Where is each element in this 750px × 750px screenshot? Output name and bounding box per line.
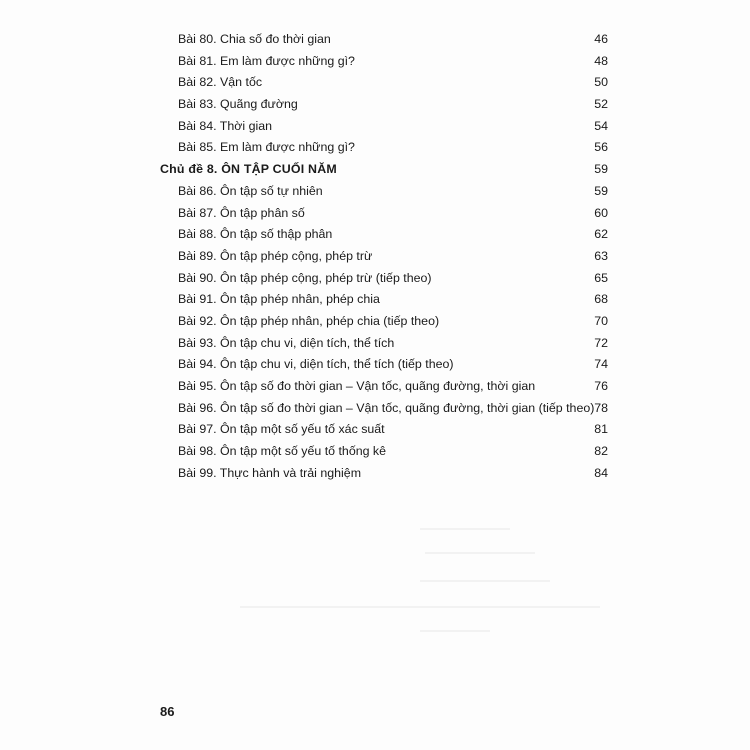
toc-entry-page: 76 [594, 379, 608, 393]
toc-entry-title: Bài 88. Ôn tập số thập phân [178, 227, 333, 242]
toc-entry-title: Bài 91. Ôn tập phép nhân, phép chia [178, 292, 380, 307]
toc-entry [160, 137, 610, 159]
toc-entry-title: Bài 84. Thời gian [178, 118, 273, 133]
toc-entry [160, 72, 610, 94]
toc-entry [160, 203, 610, 225]
toc-entry [160, 376, 610, 398]
toc-entry-title: Bài 90. Ôn tập phép cộng, phép trừ (tiếp theo) [178, 270, 432, 285]
toc-entry [160, 29, 610, 51]
toc-entry-title: Bài 82. Vận tốc [178, 75, 263, 90]
toc-entry-title: Bài 93. Ôn tập chu vi, diện tích, thể tích [178, 335, 395, 350]
show-through-mark [425, 552, 535, 554]
page-number: 86 [160, 704, 175, 719]
toc-entry-page: 63 [594, 248, 608, 263]
toc-entry-page: 56 [594, 140, 608, 155]
toc-entry-title: Bài 95. Ôn tập số đo thời gian – Vận tốc, quãng đường, thời gian [178, 379, 536, 393]
toc-chapter-heading [160, 159, 610, 181]
toc-entry-page: 84 [594, 465, 608, 480]
toc-entry [160, 181, 610, 203]
toc-entry-title: Bài 99. Thực hành và trải nghiệm [178, 465, 362, 480]
toc-entry [160, 463, 610, 485]
toc-entry-title: Bài 94. Ôn tập chu vi, diện tích, thể tích (tiếp theo) [178, 357, 454, 372]
show-through-mark [240, 606, 600, 608]
toc-entry [160, 333, 610, 355]
toc-entry-page: 70 [594, 313, 608, 328]
table-of-contents [160, 29, 610, 484]
toc-entry-page: 74 [594, 357, 608, 372]
toc-entry-page: 48 [594, 53, 608, 68]
toc-entry-title: Bài 96. Ôn tập số đo thời gian – Vận tốc, quãng đường, thời gian (tiếp theo) [178, 400, 595, 415]
toc-entry [160, 51, 610, 73]
toc-entry [160, 398, 610, 420]
toc-entry [160, 354, 610, 376]
toc-entry [160, 246, 610, 268]
toc-entry [160, 441, 610, 463]
toc-entry-page: 59 [594, 183, 608, 198]
toc-entry-page: 46 [594, 32, 608, 46]
toc-entry [160, 268, 610, 290]
toc-entry-title: Bài 80. Chia số đo thời gian [178, 32, 331, 46]
toc-entry-title: Bài 81. Em làm được những gì? [178, 53, 355, 68]
toc-entry-title: Bài 83. Quãng đường [178, 97, 298, 112]
toc-entry-title: Bài 97. Ôn tập một số yếu tố xác suất [178, 422, 385, 437]
show-through-mark [420, 580, 550, 582]
toc-entry [160, 94, 610, 116]
toc-entry-title: Bài 92. Ôn tập phép nhân, phép chia (tiếp theo) [178, 313, 440, 328]
toc-entry-page: 52 [594, 97, 608, 112]
toc-entry [160, 311, 610, 333]
toc-entry-title: Bài 98. Ôn tập một số yếu tố thống kê [178, 444, 387, 459]
toc-entry-page: 72 [594, 335, 608, 350]
toc-entry-title: Bài 89. Ôn tập phép cộng, phép trừ [178, 248, 373, 263]
toc-entry [160, 289, 610, 311]
toc-entry-page: 82 [594, 444, 608, 459]
toc-entry-page: 65 [594, 270, 608, 285]
toc-entry-page: 59 [594, 162, 608, 177]
toc-entry-title: Bài 86. Ôn tập số tự nhiên [178, 183, 323, 198]
toc-entry-page: 54 [594, 118, 608, 133]
toc-entry [160, 224, 610, 246]
show-through-mark [420, 528, 510, 530]
toc-entry-title: Chủ đề 8. ÔN TẬP CUỐI NĂM [160, 162, 337, 177]
toc-entry [160, 419, 610, 441]
toc-entry-page: 62 [594, 227, 608, 242]
toc-entry-page: 78 [594, 400, 608, 415]
toc-entry [160, 116, 610, 138]
toc-entry-page: 68 [594, 292, 608, 307]
toc-entry-title: Bài 87. Ôn tập phân số [178, 205, 305, 220]
toc-entry-page: 81 [594, 422, 608, 437]
toc-entry-page: 50 [594, 75, 608, 90]
toc-entry-page: 60 [594, 205, 608, 220]
show-through-mark [420, 630, 490, 632]
toc-entry-title: Bài 85. Em làm được những gì? [178, 140, 355, 155]
